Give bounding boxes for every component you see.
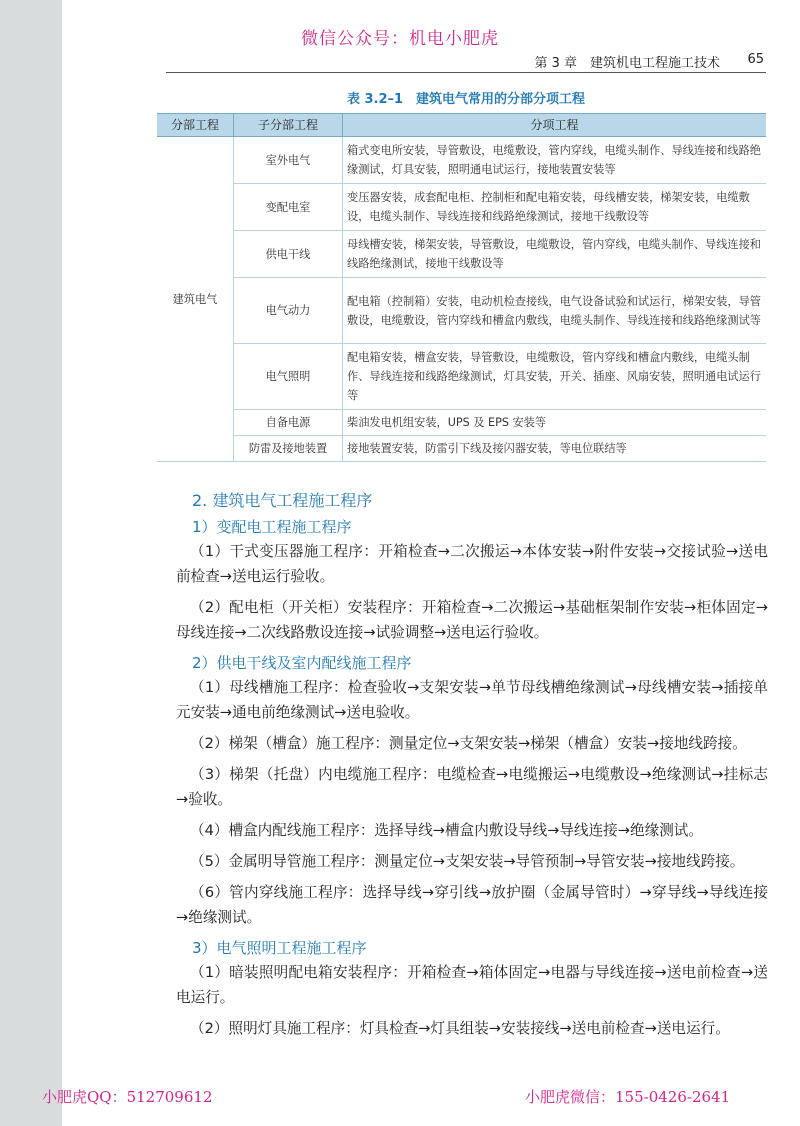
paragraph: （1）干式变压器施工程序：开箱检查→二次搬运→本体安装→附件安装→交接试验→送电前检查→送电运行验收。	[176, 543, 768, 585]
sub-cell: 变配电室	[234, 184, 343, 231]
paragraph: （2）梯架（槽盒）施工程序：测量定位→支架安装→梯架（槽盒）安装→接地线跨接。	[190, 735, 747, 752]
chapter-title: 第 3 章 建筑机电工程施工技术	[534, 56, 720, 71]
footer-qq: 小肥虎QQ：512709612	[42, 1088, 213, 1106]
table-title: 表 3.2–1 建筑电气常用的分部分项工程	[346, 92, 586, 107]
table-header-row	[157, 114, 766, 137]
header-division: 分部工程	[157, 114, 234, 137]
table-row	[157, 278, 766, 344]
table-row	[157, 137, 766, 184]
header-subdivision: 子分部工程	[234, 114, 343, 137]
subsection-heading-1: 1）变配电工程施工程序	[192, 518, 352, 536]
table-row	[157, 231, 766, 278]
subdivision-table	[157, 113, 766, 462]
items-cell: 母线槽安装，梯架安装，导管敷设，电缆敷设，管内穿线，电缆头制作、导线连接和线路绝缘测试，接地干线敷设等	[343, 231, 767, 278]
section-heading: 2. 建筑电气工程施工程序	[192, 491, 373, 510]
sub-cell: 电气动力	[234, 278, 343, 344]
table-row	[157, 344, 766, 410]
watermark-top: 微信公众号：机电小肥虎	[301, 29, 499, 49]
items-cell: 接地装置安装，防雷引下线及接闪器安装，等电位联结等	[343, 436, 767, 462]
sub-cell: 自备电源	[234, 410, 343, 436]
items-cell: 配电箱（控制箱）安装，电动机检查接线，电气设备试验和试运行，梯架安装，导管敷设，电缆敷设，管内穿线和槽盒内敷线，电缆头制作、导线连接和线路绝缘测试等	[343, 278, 767, 344]
page-number: 65	[747, 52, 764, 67]
footer-wechat: 小肥虎微信：155-0426-2641	[525, 1088, 731, 1106]
paragraph: （4）槽盒内配线施工程序：选择导线→槽盒内敷设导线→导线连接→绝缘测试。	[190, 822, 703, 839]
table-row	[157, 410, 766, 436]
book-spine-shadow	[0, 0, 62, 1126]
running-head	[166, 52, 766, 73]
paragraph: （2）照明灯具施工程序：灯具检查→灯具组装→安装接线→送电前检查→送电运行。	[190, 1020, 730, 1037]
subsection-heading-2: 2）供电干线及室内配线施工程序	[192, 654, 412, 672]
items-cell: 柴油发电机组安装，UPS 及 EPS 安装等	[343, 410, 767, 436]
sub-cell: 室外电气	[234, 137, 343, 184]
items-cell: 变压器安装，成套配电柜、控制柜和配电箱安装，母线槽安装，梯架安装，电缆敷设，电缆头制作、导线连接和线路绝缘测试，接地干线敷设等	[343, 184, 767, 231]
items-cell: 配电箱安装，槽盒安装，导管敷设，电缆敷设，管内穿线和槽盒内敷线，电缆头制作、导线连接和线路绝缘测试，灯具安装，开关、插座、风扇安装，照明通电试运行等	[343, 344, 767, 410]
sub-cell: 防雷及接地装置	[234, 436, 343, 462]
body-text	[176, 488, 768, 1047]
paragraph: （2）配电柜（开关柜）安装程序：开箱检查→二次搬运→基础框架制作安装→柜体固定→母线连接→二次线路敷设连接→试验调整→送电运行验收。	[176, 599, 768, 641]
table-row	[157, 436, 766, 462]
paragraph: （6）管内穿线施工程序：选择导线→穿引线→放护圈（金属导管时）→穿导线→导线连接→绝缘测试。	[176, 884, 768, 926]
paragraph: （3）梯架（托盘）内电缆施工程序：电缆检查→电缆搬运→电缆敷设→绝缘测试→挂标志→验收。	[176, 766, 768, 808]
header-items: 分项工程	[343, 114, 767, 137]
paragraph: （1）母线槽施工程序：检查验收→支架安装→单节母线槽绝缘测试→母线槽安装→插接单元安装→通电前绝缘测试→送电验收。	[176, 679, 768, 721]
paragraph: （1）暗装照明配电箱安装程序：开箱检查→箱体固定→电器与导线连接→送电前检查→送电运行。	[176, 964, 768, 1006]
category-cell: 建筑电气	[157, 137, 234, 462]
paragraph: （5）金属明导管施工程序：测量定位→支架安装→导管预制→导管安装→接地线跨接。	[190, 853, 745, 870]
subsection-heading-3: 3）电气照明工程施工程序	[192, 939, 367, 957]
table-row	[157, 184, 766, 231]
sub-cell: 电气照明	[234, 344, 343, 410]
sub-cell: 供电干线	[234, 231, 343, 278]
items-cell: 箱式变电所安装，导管敷设，电缆敷设，管内穿线，电缆头制作、导线连接和线路绝缘测试，灯具安装，照明通电试运行，接地装置安装等	[343, 137, 767, 184]
